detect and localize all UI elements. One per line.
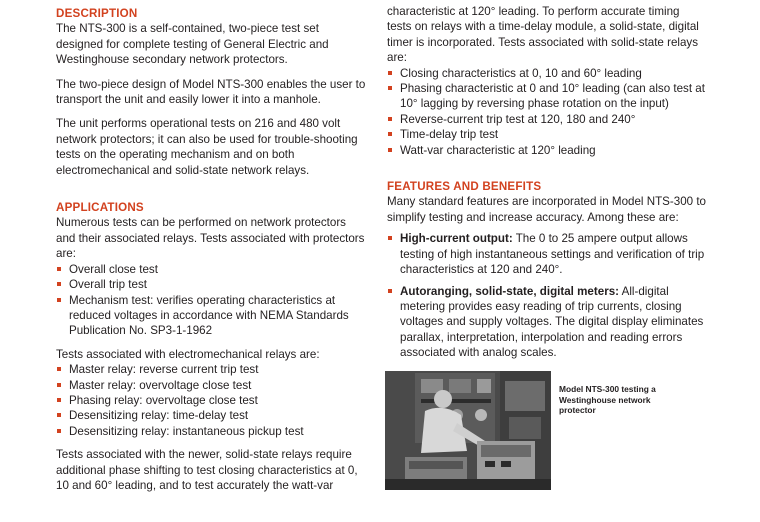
applications-intro: Numerous tests can be performed on network protectors and their associated relays. Tests associated with protectors are: <box>56 216 365 261</box>
bullet-square-icon <box>388 289 392 293</box>
list-item: Desensitizing relay: instantaneous pickup test <box>56 424 366 439</box>
bullet-square-icon <box>57 398 61 402</box>
features-heading: FEATURES AND BENEFITS <box>387 180 542 194</box>
description-heading: DESCRIPTION <box>56 7 138 20</box>
list-item: Overall close test <box>56 262 366 277</box>
electromech-intro: Tests associated with electromechanical relays are: <box>56 347 320 361</box>
bullet-square-icon <box>57 267 61 271</box>
list-item: Master relay: overvoltage close test <box>56 378 366 393</box>
feature-digital-meters <box>387 284 707 361</box>
feature-title: Autoranging, solid-state, digital meters: <box>400 284 620 298</box>
description-paragraph-3: The unit performs operational tests on 216 and 480 volt network protectors; it can also be used for trouble-shooting tests on the operating mechanism and on both electromechanical and solid-state network relays. <box>56 117 358 177</box>
bullet-square-icon <box>388 86 392 90</box>
list-item: Master relay: reverse current trip test <box>56 362 366 377</box>
solidstate-tests-list <box>387 66 707 158</box>
photo-caption: Model NTS-300 testing a Westinghouse network protector <box>559 384 656 416</box>
bullet-square-icon <box>57 383 61 387</box>
bullet-square-icon <box>57 367 61 371</box>
bullet-square-icon <box>57 282 61 286</box>
protector-tests-list <box>56 262 366 339</box>
right-column <box>387 0 707 361</box>
list-item: Desensitizing relay: time-delay test <box>56 408 366 423</box>
features-intro: Many standard features are incorporated in Model NTS-300 to simplify testing and increase accuracy. Among these are: <box>387 195 706 224</box>
list-item: Overall trip test <box>56 277 366 292</box>
bullet-square-icon <box>57 413 61 417</box>
bullet-square-icon <box>57 429 61 433</box>
solidstate-intro: Tests associated with the newer, solid-state relays require additional phase shifting to test closing characteristics at 0, 10 and 60° leading, and to test accurately the watt-var <box>56 448 358 492</box>
description-paragraph-1: The NTS-300 is a self-contained, two-piece test set designed for complete testing of General Electric and Westinghouse secondary network protectors. <box>56 22 329 67</box>
list-item: Watt-var characteristic at 120° leading <box>387 143 707 158</box>
feature-title: High-current output: <box>400 232 513 246</box>
product-photo <box>385 371 551 490</box>
technician-with-test-set-photo <box>385 371 551 490</box>
description-paragraph-2: The two-piece design of Model NTS-300 enables the user to transport the unit and easily lower it into a manhole. <box>56 77 366 107</box>
list-item: Phasing relay: overvoltage close test <box>56 393 366 408</box>
list-item: Mechanism test: verifies operating characteristics at reduced voltages in accordance with NEMA Standards Publication No. SP3-1-1962 <box>56 293 366 339</box>
continuation-paragraph: characteristic at 120° leading. To perform accurate timing tests on relays with a time-delay module, a solid-state, digital timer is incorporated. Tests associated with solid-state relays are: <box>387 5 699 65</box>
bullet-square-icon <box>388 71 392 75</box>
list-item: Phasing characteristic at 0 and 10° leading (can also test at 10° lagging by reversing phase rotation on the input) <box>387 81 707 112</box>
bullet-square-icon <box>388 132 392 136</box>
bullet-square-icon <box>388 117 392 121</box>
feature-high-current <box>387 231 707 277</box>
feature-text: The 0 to 25 ampere output allows testing of high instantaneous settings and verification of trip characteristics at 120 and 240°. <box>400 232 705 277</box>
applications-heading: APPLICATIONS <box>56 201 144 215</box>
bullet-square-icon <box>57 298 61 302</box>
bullet-square-icon <box>388 148 392 152</box>
list-item: Time-delay trip test <box>387 127 707 142</box>
list-item: Closing characteristics at 0, 10 and 60° leading <box>387 66 707 81</box>
list-item: Reverse-current trip test at 120, 180 and 240° <box>387 112 707 127</box>
bullet-square-icon <box>388 236 392 240</box>
electromech-tests-list <box>56 362 366 439</box>
feature-text: All-digital metering provides easy reading of trip currents, closing voltages and supply voltages. The digital display eliminates parallax, interpretation, interpolation and reading errors associated with analog scales. <box>400 284 704 360</box>
left-column <box>56 0 366 493</box>
